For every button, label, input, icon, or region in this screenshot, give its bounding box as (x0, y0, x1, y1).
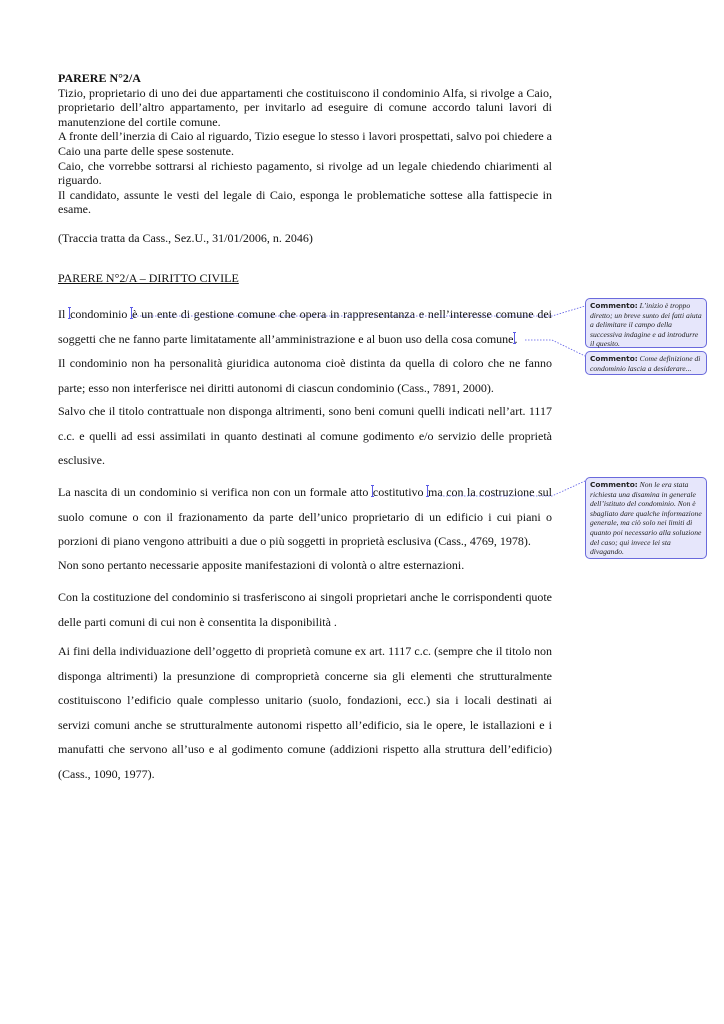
prompt-source: (Traccia tratta da Cass., Sez.U., 31/01/2006, n. 2046) (58, 230, 313, 245)
comment-balloon-2[interactable] (585, 351, 707, 375)
comment-balloon-1[interactable] (585, 298, 707, 348)
answer-heading: PARERE N°2/A – DIRITTO CIVILE (58, 271, 239, 285)
comment-label: Commento: (590, 354, 638, 363)
case-prompt (58, 71, 552, 246)
answer-paragraph-2: Il condominio non ha personalità giuridica autonoma cioè distinta da quella di coloro che ne fanno parte; esso non interferisce nei diritti autonomi di ciascun condominio (Cass., 7891, 2000). (58, 356, 552, 395)
comment-anchor-3-end[interactable] (427, 485, 428, 497)
answer-paragraph-6: Con la costituzione del condominio si trasferiscono ai singoli proprietari anche le corrispondenti quote delle parti comuni di cui non è consentita la disponibilità . (58, 590, 552, 629)
comment-text: L’inizio è troppo diretto; un breve sunto dei fatti aiuta a delimitare il campo della successiva indagine e ad introdurre il quesito. (590, 301, 702, 349)
comment-balloon-3[interactable] (585, 477, 707, 559)
prompt-paragraph: A fronte dell’inerzia di Caio al riguardo, Tizio esegue lo stesso i lavori prospettati, salvo poi chiedere a Caio una parte delle spese sostenute. (58, 129, 552, 158)
comment-text: Non le era stata richiesta una disamina in generale dell’istituto del condominio. Non è sbagliato dare qualche informazione generale, ma ciò solo nei limiti di quanto poi necessario alla soluzione del caso; qui invece lei sta divagando. (590, 480, 702, 557)
comment-anchor-3[interactable] (372, 485, 373, 497)
answer-paragraph-3: Salvo che il titolo contrattuale non disponga altrimenti, sono beni comuni quelli indicati nell’art. 1117 c.c. e quelli ad essi assimilati in quanto destinati al comune godimento e/o servizio delle proprietà esclusive. (58, 404, 552, 467)
comment-anchor-2[interactable] (131, 307, 132, 319)
answer-paragraph-1: Il condominio è un ente di gestione comune che opera in rappresentanza e nell’interesse comune dei soggetti che ne fanno parte limitatamente all’amministrazione e al buon uso della cosa comune. (58, 307, 552, 346)
comment-anchor-2-end[interactable] (514, 332, 515, 344)
comment-label: Commento: (590, 301, 638, 310)
answer-paragraph-7: Ai fini della individuazione dell’oggetto di proprietà comune ex art. 1117 c.c. (sempre che il titolo non disponga altrimenti) la presunzione di comproprietà concerne sia gli elementi che strutturalmente costituiscono l’edificio quale complesso unitario (suolo, fondazioni, ecc.) sia i locali destinati ai servizi comuni anche se strutturalmente autonomi rispetto all’edificio, sia le opere, le istallazioni e i manufatti che servono all’uso e al godimento comune (addizioni rispetto alla struttura dell’edificio) (Cass., 1090, 1977). (58, 644, 552, 781)
prompt-paragraph: Tizio, proprietario di uno dei due appartamenti che costituiscono il condominio Alfa, si rivolge a Caio, proprietario dell’altro appartamento, per invitarlo ad eseguire di comune accordo taluni lavori di manutenzione del cortile comune. (58, 85, 552, 129)
answer-paragraph-4: La nascita di un condominio si verifica non con un formale atto costitutivo ma con la costruzione sul suolo comune o con il frazionamento da parte dell’unico proprietario di un edificio i cui piani o porzioni di piano vengono attribuiti a due o più soggetti in proprietà esclusiva (Cass., 4769, 1978). (58, 485, 552, 548)
prompt-paragraph: Il candidato, assunte le vesti del legale di Caio, esponga le problematiche sottese alla fattispecie in esame. (58, 187, 552, 217)
comment-label: Commento: (590, 480, 638, 489)
comment-text: Come definizione di condominio lascia a desiderare... (590, 354, 701, 373)
answer-paragraph-5: Non sono pertanto necessarie apposite manifestazioni di volontà o altre esternazioni. (58, 558, 465, 572)
comment-anchor-1[interactable] (69, 307, 70, 319)
prompt-paragraph: Caio, che vorrebbe sottrarsi al richiesto pagamento, si rivolge ad un legale chiedendo chiarimenti al riguardo. (58, 158, 552, 188)
prompt-title: PARERE N°2/A (58, 71, 141, 85)
